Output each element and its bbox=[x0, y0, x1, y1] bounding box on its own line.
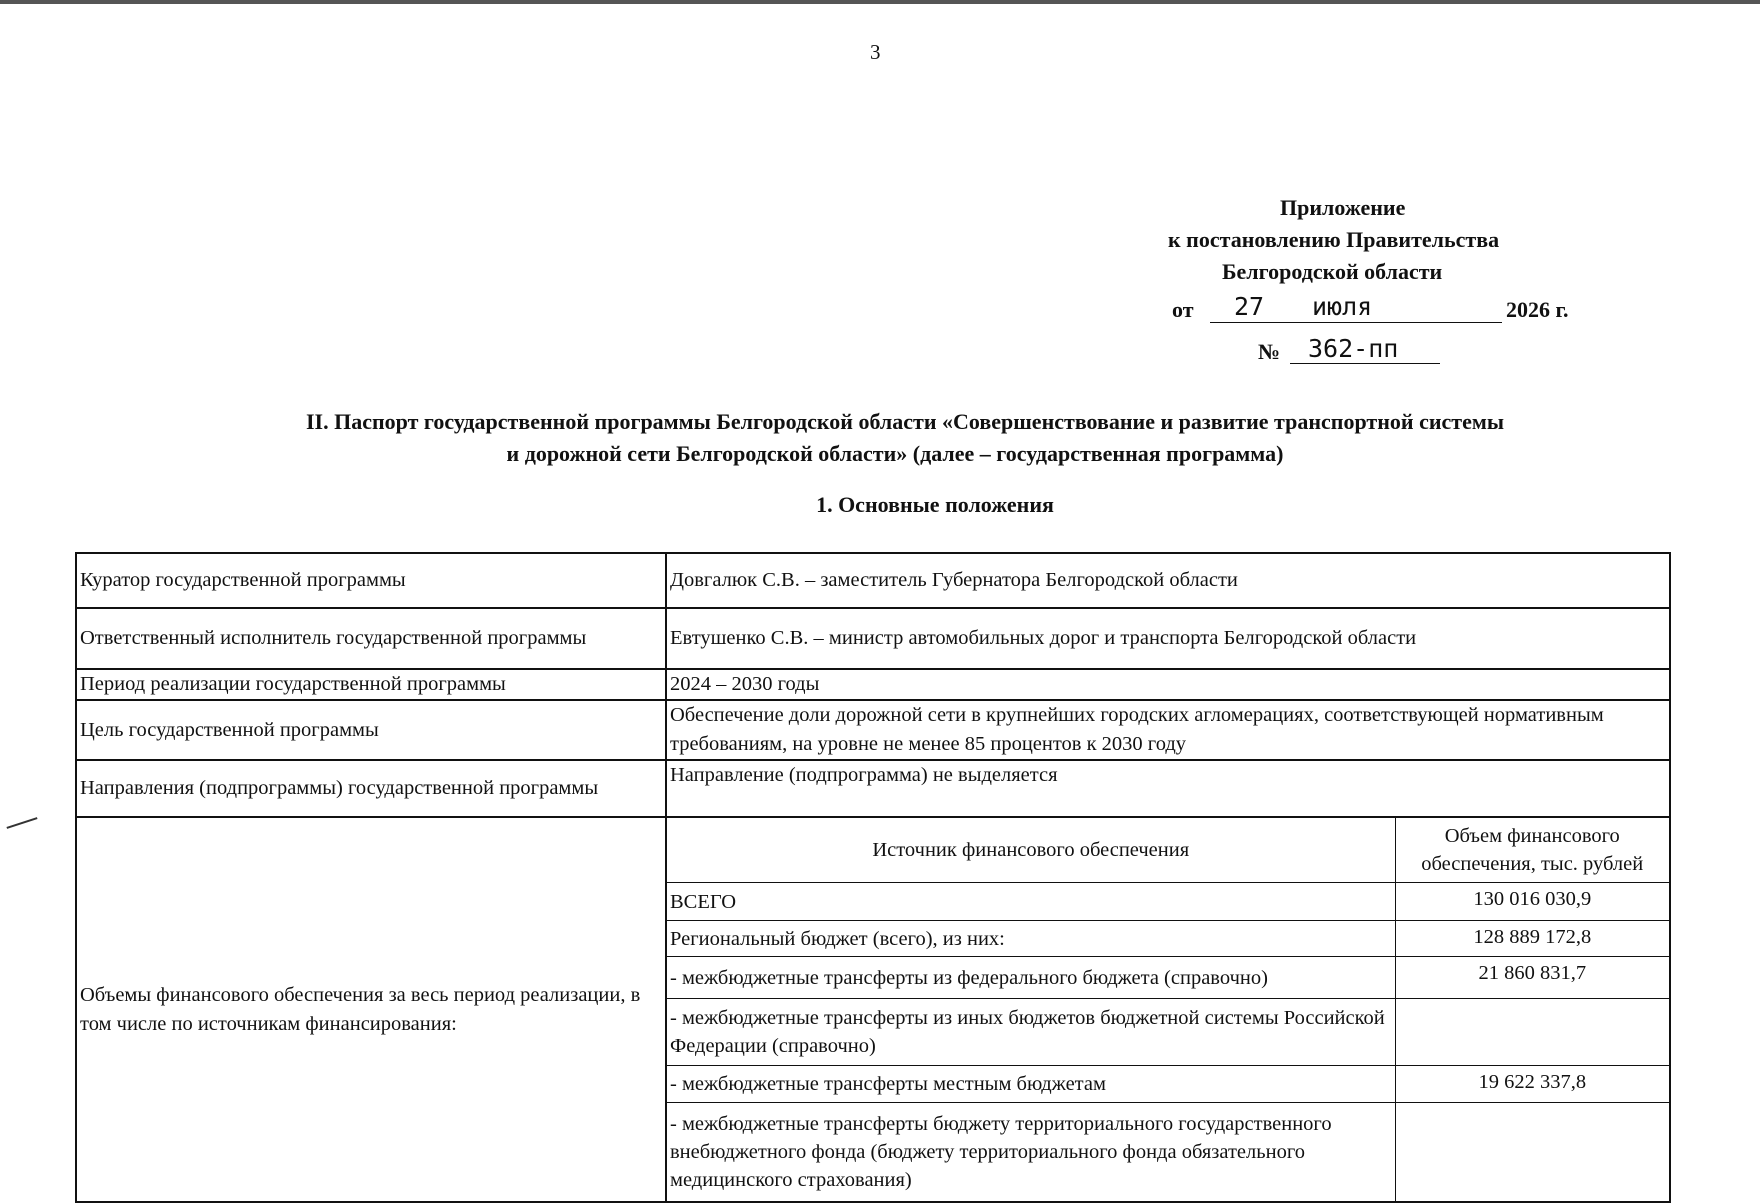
table-row bbox=[76, 700, 1670, 760]
finance-volume: 130 016 030,9 bbox=[1395, 883, 1669, 921]
finance-item-row bbox=[667, 883, 1669, 921]
section-title bbox=[0, 406, 1760, 470]
section-title-line2: и дорожной сети Белгородской области» (далее – государственная программа) bbox=[506, 441, 1284, 466]
table-row bbox=[76, 760, 1670, 817]
margin-pen-mark bbox=[6, 817, 37, 829]
row-label: Цель государственной программы bbox=[76, 700, 666, 760]
page-number: 3 bbox=[870, 40, 881, 64]
number-prefix: № bbox=[1258, 339, 1281, 364]
row-label: Направления (подпрограммы) государственной программы bbox=[76, 760, 666, 817]
finance-item-row bbox=[667, 957, 1669, 999]
finance-volume bbox=[1395, 999, 1669, 1066]
row-value: Обеспечение доли дорожной сети в крупнейших городских агломерациях, соответствующей нормативным требованиям, на уровне не менее 85 процентов к 2030 году bbox=[666, 700, 1670, 760]
finance-volume: 19 622 337,8 bbox=[1395, 1065, 1669, 1102]
scan-top-border bbox=[0, 0, 1760, 4]
finance-source: ВСЕГО bbox=[667, 883, 1395, 921]
finance-source: - межбюджетные трансферты местным бюджетам bbox=[667, 1065, 1395, 1102]
appendix-line-decree: к постановлению Правительства bbox=[1168, 227, 1500, 252]
date-prefix: от bbox=[1172, 297, 1194, 322]
finance-source: - межбюджетные трансферты бюджету территориального государственного внебюджетного фонда (бюджету территориального фонда обязательного медицинского страхования) bbox=[667, 1102, 1395, 1201]
row-value: Евтушенко С.В. – министр автомобильных дорог и транспорта Белгородской области bbox=[666, 608, 1670, 669]
finance-source: - межбюджетные трансферты из федерального бюджета (справочно) bbox=[667, 957, 1395, 999]
date-month: июля bbox=[1312, 292, 1373, 321]
finance-cell bbox=[666, 817, 1670, 1202]
finance-volume bbox=[1395, 1102, 1669, 1201]
finance-source: Региональный бюджет (всего), из них: bbox=[667, 921, 1395, 957]
row-label: Период реализации государственной программы bbox=[76, 669, 666, 700]
date-day: 27 bbox=[1234, 292, 1265, 321]
row-value: 2024 – 2030 годы bbox=[666, 669, 1670, 700]
finance-source: - межбюджетные трансферты из иных бюджетов бюджетной системы Российской Федерации (справочно) bbox=[667, 999, 1395, 1066]
finance-row bbox=[76, 817, 1670, 1202]
finance-volume: 128 889 172,8 bbox=[1395, 921, 1669, 957]
finance-header-source: Источник финансового обеспечения bbox=[667, 818, 1395, 883]
finance-volume: 21 860 831,7 bbox=[1395, 957, 1669, 999]
row-label: Куратор государственной программы bbox=[76, 553, 666, 608]
table-row bbox=[76, 608, 1670, 669]
finance-table bbox=[667, 818, 1669, 1201]
row-value: Довгалюк С.В. – заместитель Губернатора Белгородской области bbox=[666, 553, 1670, 608]
table-row bbox=[76, 669, 1670, 700]
finance-header-row bbox=[667, 818, 1669, 883]
finance-item-row bbox=[667, 921, 1669, 957]
finance-header-volume: Объем финансового обеспечения, тыс. рублей bbox=[1395, 818, 1669, 883]
row-value: Направление (подпрограмма) не выделяется bbox=[666, 760, 1670, 817]
finance-item-row bbox=[667, 1065, 1669, 1102]
subtitle bbox=[0, 492, 1760, 518]
date-year: 2026 г. bbox=[1506, 297, 1569, 322]
appendix-line-region: Белгородской области bbox=[1222, 259, 1443, 284]
finance-label: Объемы финансового обеспечения за весь период реализации, в том числе по источникам финансирования: bbox=[76, 817, 666, 1202]
row-label: Ответственный исполнитель государственной программы bbox=[76, 608, 666, 669]
section-title-line1: II. Паспорт государственной программы Белгородской области «Совершенствование и развитие транспортной системы bbox=[305, 409, 1505, 434]
finance-item-row bbox=[667, 1102, 1669, 1201]
table-row bbox=[76, 553, 1670, 608]
number-value: 362-пп bbox=[1308, 334, 1399, 363]
subtitle-text: 1. Основные положения bbox=[816, 492, 1054, 517]
finance-item-row bbox=[667, 999, 1669, 1066]
appendix-title: Приложение bbox=[1280, 195, 1406, 220]
passport-table bbox=[75, 552, 1671, 1203]
